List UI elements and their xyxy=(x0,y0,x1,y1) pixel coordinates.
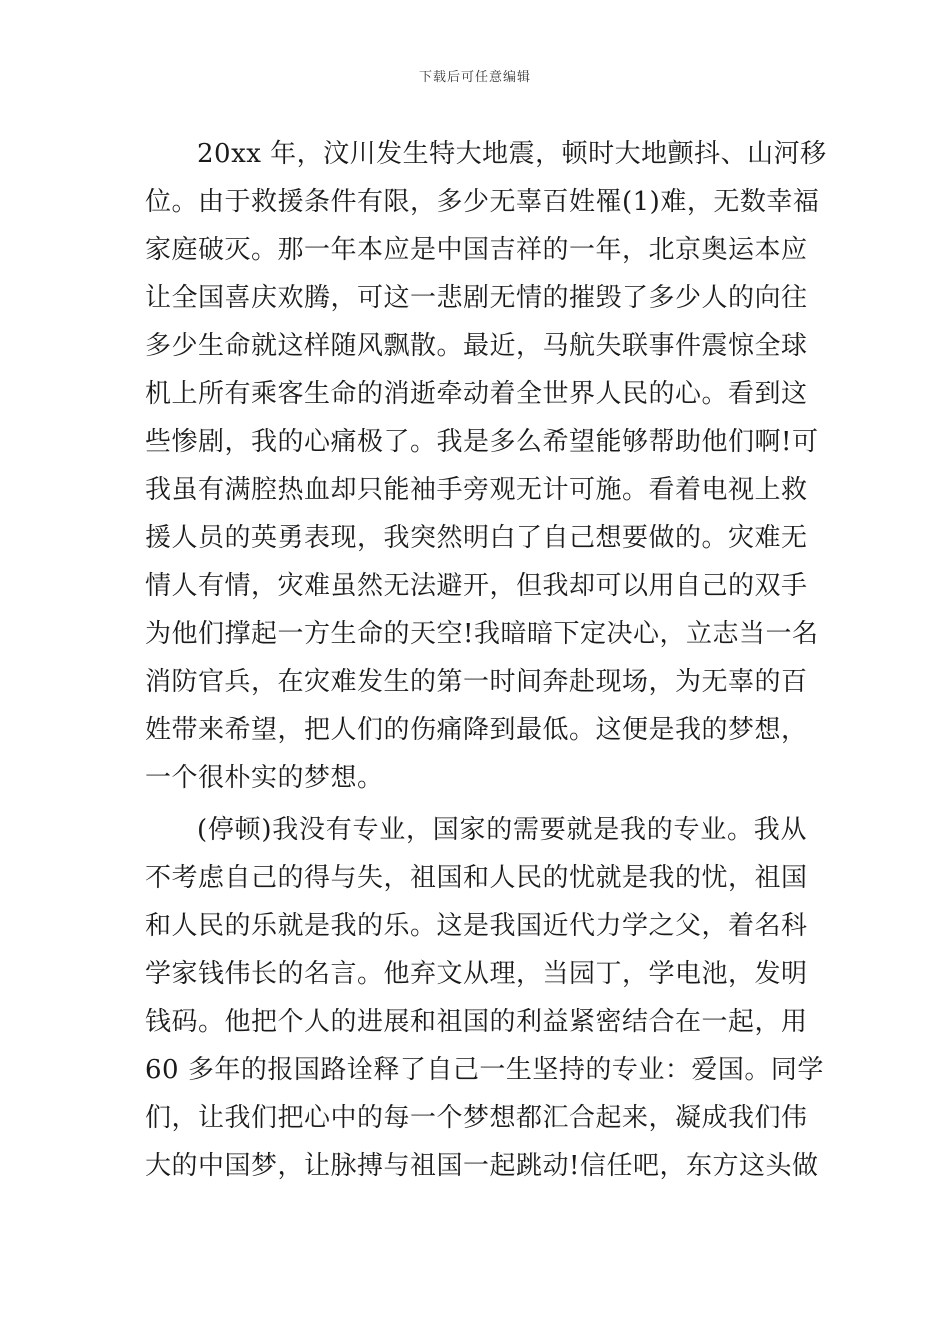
paragraph xyxy=(145,806,824,1190)
text-line: 为他们撑起一方生命的天空!我暗暗下定决心，立志当一名 xyxy=(145,619,819,649)
text-line: 多少生命就这样随风飘散。最近，马航失联事件震惊全球 xyxy=(145,331,808,361)
text-line: 消防官兵，在灾难发生的第一时间奔赴现场，为无辜的百 xyxy=(145,667,808,697)
text-line: 姓带来希望，把人们的伤痛降到最低。这便是我的梦想， xyxy=(145,715,808,745)
text-line: 20xx 年，汶川发生特大地震，顿时大地颤抖、山河移 xyxy=(197,139,827,169)
text-line: 机上所有乘客生命的消逝牵动着全世界人民的心。看到这 xyxy=(145,379,808,409)
text-line: 援人员的英勇表现，我突然明白了自己想要做的。灾难无 xyxy=(145,523,808,553)
text-line: 一个很朴实的梦想。 xyxy=(145,763,384,793)
text-line: 家庭破灭。那一年本应是中国吉祥的一年，北京奥运本应 xyxy=(145,235,808,265)
text-line: 我虽有满腔热血却只能袖手旁观无计可施。看着电视上救 xyxy=(145,475,808,505)
text-line: 不考虑自己的得与失，祖国和人民的忧就是我的忧，祖国 xyxy=(145,863,808,893)
text-line: (停顿)我没有专业，国家的需要就是我的专业。我从 xyxy=(197,815,807,845)
document-body xyxy=(145,130,827,1190)
text-line: 们，让我们把心中的每一个梦想都汇合起来，凝成我们伟 xyxy=(145,1103,808,1133)
text-line: 60 多年的报国路诠释了自己一生坚持的专业：爱国。同学 xyxy=(145,1055,824,1085)
text-line: 和人民的乐就是我的乐。这是我国近代力学之父，着名科 xyxy=(145,911,808,941)
text-line: 钱码。他把个人的进展和祖国的利益紧密结合在一起，用 xyxy=(145,1007,808,1037)
text-line: 位。由于救援条件有限，多少无辜百姓罹(1)难，无数幸福 xyxy=(145,187,820,217)
page-header: 下载后可任意编辑 xyxy=(418,70,531,85)
text-line: 学家钱伟长的名言。他弃文从理，当园丁，学电池，发明 xyxy=(145,959,808,989)
paragraph xyxy=(145,130,827,802)
text-line: 大的中国梦，让脉搏与祖国一起跳动!信任吧，东方这头做 xyxy=(145,1151,819,1181)
text-line: 情人有情，灾难虽然无法避开，但我却可以用自己的双手 xyxy=(145,571,808,601)
text-line: 让全国喜庆欢腾，可这一悲剧无情的摧毁了多少人的向往 xyxy=(145,283,808,313)
text-line: 些惨剧，我的心痛极了。我是多么希望能够帮助他们啊!可 xyxy=(145,427,819,457)
